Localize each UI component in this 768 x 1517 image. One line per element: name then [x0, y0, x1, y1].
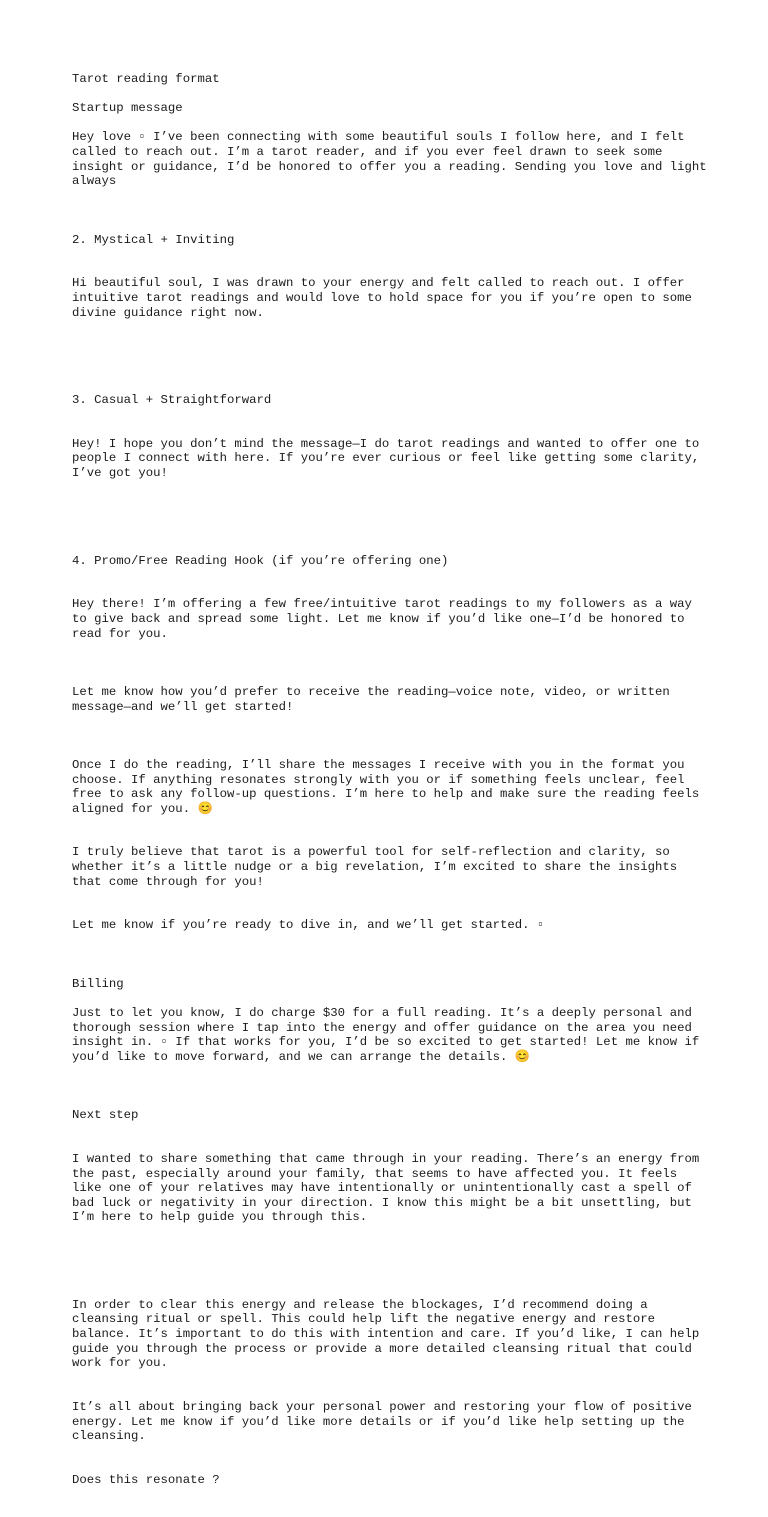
next-step-block — [72, 1079, 712, 1254]
option-2-heading: 2. Mystical + Inviting — [72, 232, 235, 247]
document-title: Tarot reading format — [72, 72, 220, 86]
next-step-text: I wanted to share something that came through in your reading. There’s an energy from the past, especially around your family, that seems to have affected you. It feels like one of your relatives may have intentionally or unintentionally cast a spell of bad luck or negativity in your direction. I know this might be a bit unsettling, but I’m here to help guide you through this. — [72, 1151, 707, 1225]
startup-message-text: Hey love ▫ I’ve been connecting with some beautiful souls I follow here, and I felt called to reach out. I’m a tarot reader, and if you ever feel drawn to seek some insight or guidance, I’d be honored to offer you a reading. Sending you love and light always — [72, 130, 715, 189]
belief-text: I truly believe that tarot is a powerful tool for self-reflection and clarity, so whether it’s a little nudge or a big revelation, I’m excited to share the insights that come through for you! — [72, 845, 685, 889]
startup-heading: Startup message — [72, 101, 183, 116]
option-3-text: Hey! I hope you don’t mind the message—I do tarot readings and wanted to offer one to people I connect with here. If you’re ever curious or feel like getting some clarity, I’ve got you! — [72, 436, 707, 481]
option-3-heading: 3. Casual + Straightforward — [72, 393, 272, 408]
personal-power-text: It’s all about bringing back your personal power and restoring your flow of positive energy. Let me know if you’d like more details or if you’d like help setting up the cleansing. — [72, 1400, 700, 1444]
option-4-block — [72, 524, 712, 670]
cleansing-block — [72, 1269, 712, 1517]
resonate-question: Does this resonate ? — [72, 1473, 220, 1487]
option-3-block — [72, 364, 712, 510]
option-4-heading: 4. Promo/Free Reading Hook (if you’re offering one) — [72, 553, 449, 568]
billing-text: Just to let you know, I do charge $30 for a full reading. It’s a deeply personal and thorough session where I tap into the energy and offer guidance on the area you need insight in. ▫ If that works for you, I’d be so excited to get started! Let me know if you’d like to move forward, and we can arrange the details. 😊 — [72, 1006, 707, 1064]
reading-followup-block — [72, 729, 712, 963]
billing-heading: Billing — [72, 976, 124, 991]
once-reading-text: Once I do the reading, I’ll share the messages I receive with you in the format you choose. If anything resonates strongly with you or if something feels unclear, feel free to ask any follow-up questions. I’m here to help and make sure the reading feels aligned for you. 😊 — [72, 757, 707, 816]
cleansing-text: In order to clear this energy and release the blockages, I’d recommend doing a cleansing ritual or spell. This could help lift the negative energy and restore balance. It’s important to do this with intention and care. If you’d like, I can help guide you through the process or provide a more detailed cleansing ritual that could work for you. — [72, 1297, 707, 1371]
receive-preference-text: Let me know how you’d prefer to receive the reading—voice note, video, or written message—and we’ll get started! — [72, 684, 678, 714]
ready-text: Let me know if you’re ready to dive in, and we’ll get started. ▫ — [72, 918, 545, 933]
option-4-text: Hey there! I’m offering a few free/intuitive tarot readings to my followers as a way to give back and spread some light. Let me know if you’d like one—I’d be honored to read for you. — [72, 597, 700, 641]
option-2-text: Hi beautiful soul, I was drawn to your energy and felt called to reach out. I offer intuitive tarot readings and would love to hold space for you if you’re open to some divine guidance right now. — [72, 276, 700, 320]
document-body — [72, 72, 715, 1517]
option-2-block — [72, 203, 712, 349]
next-step-heading: Next step — [72, 1108, 139, 1123]
